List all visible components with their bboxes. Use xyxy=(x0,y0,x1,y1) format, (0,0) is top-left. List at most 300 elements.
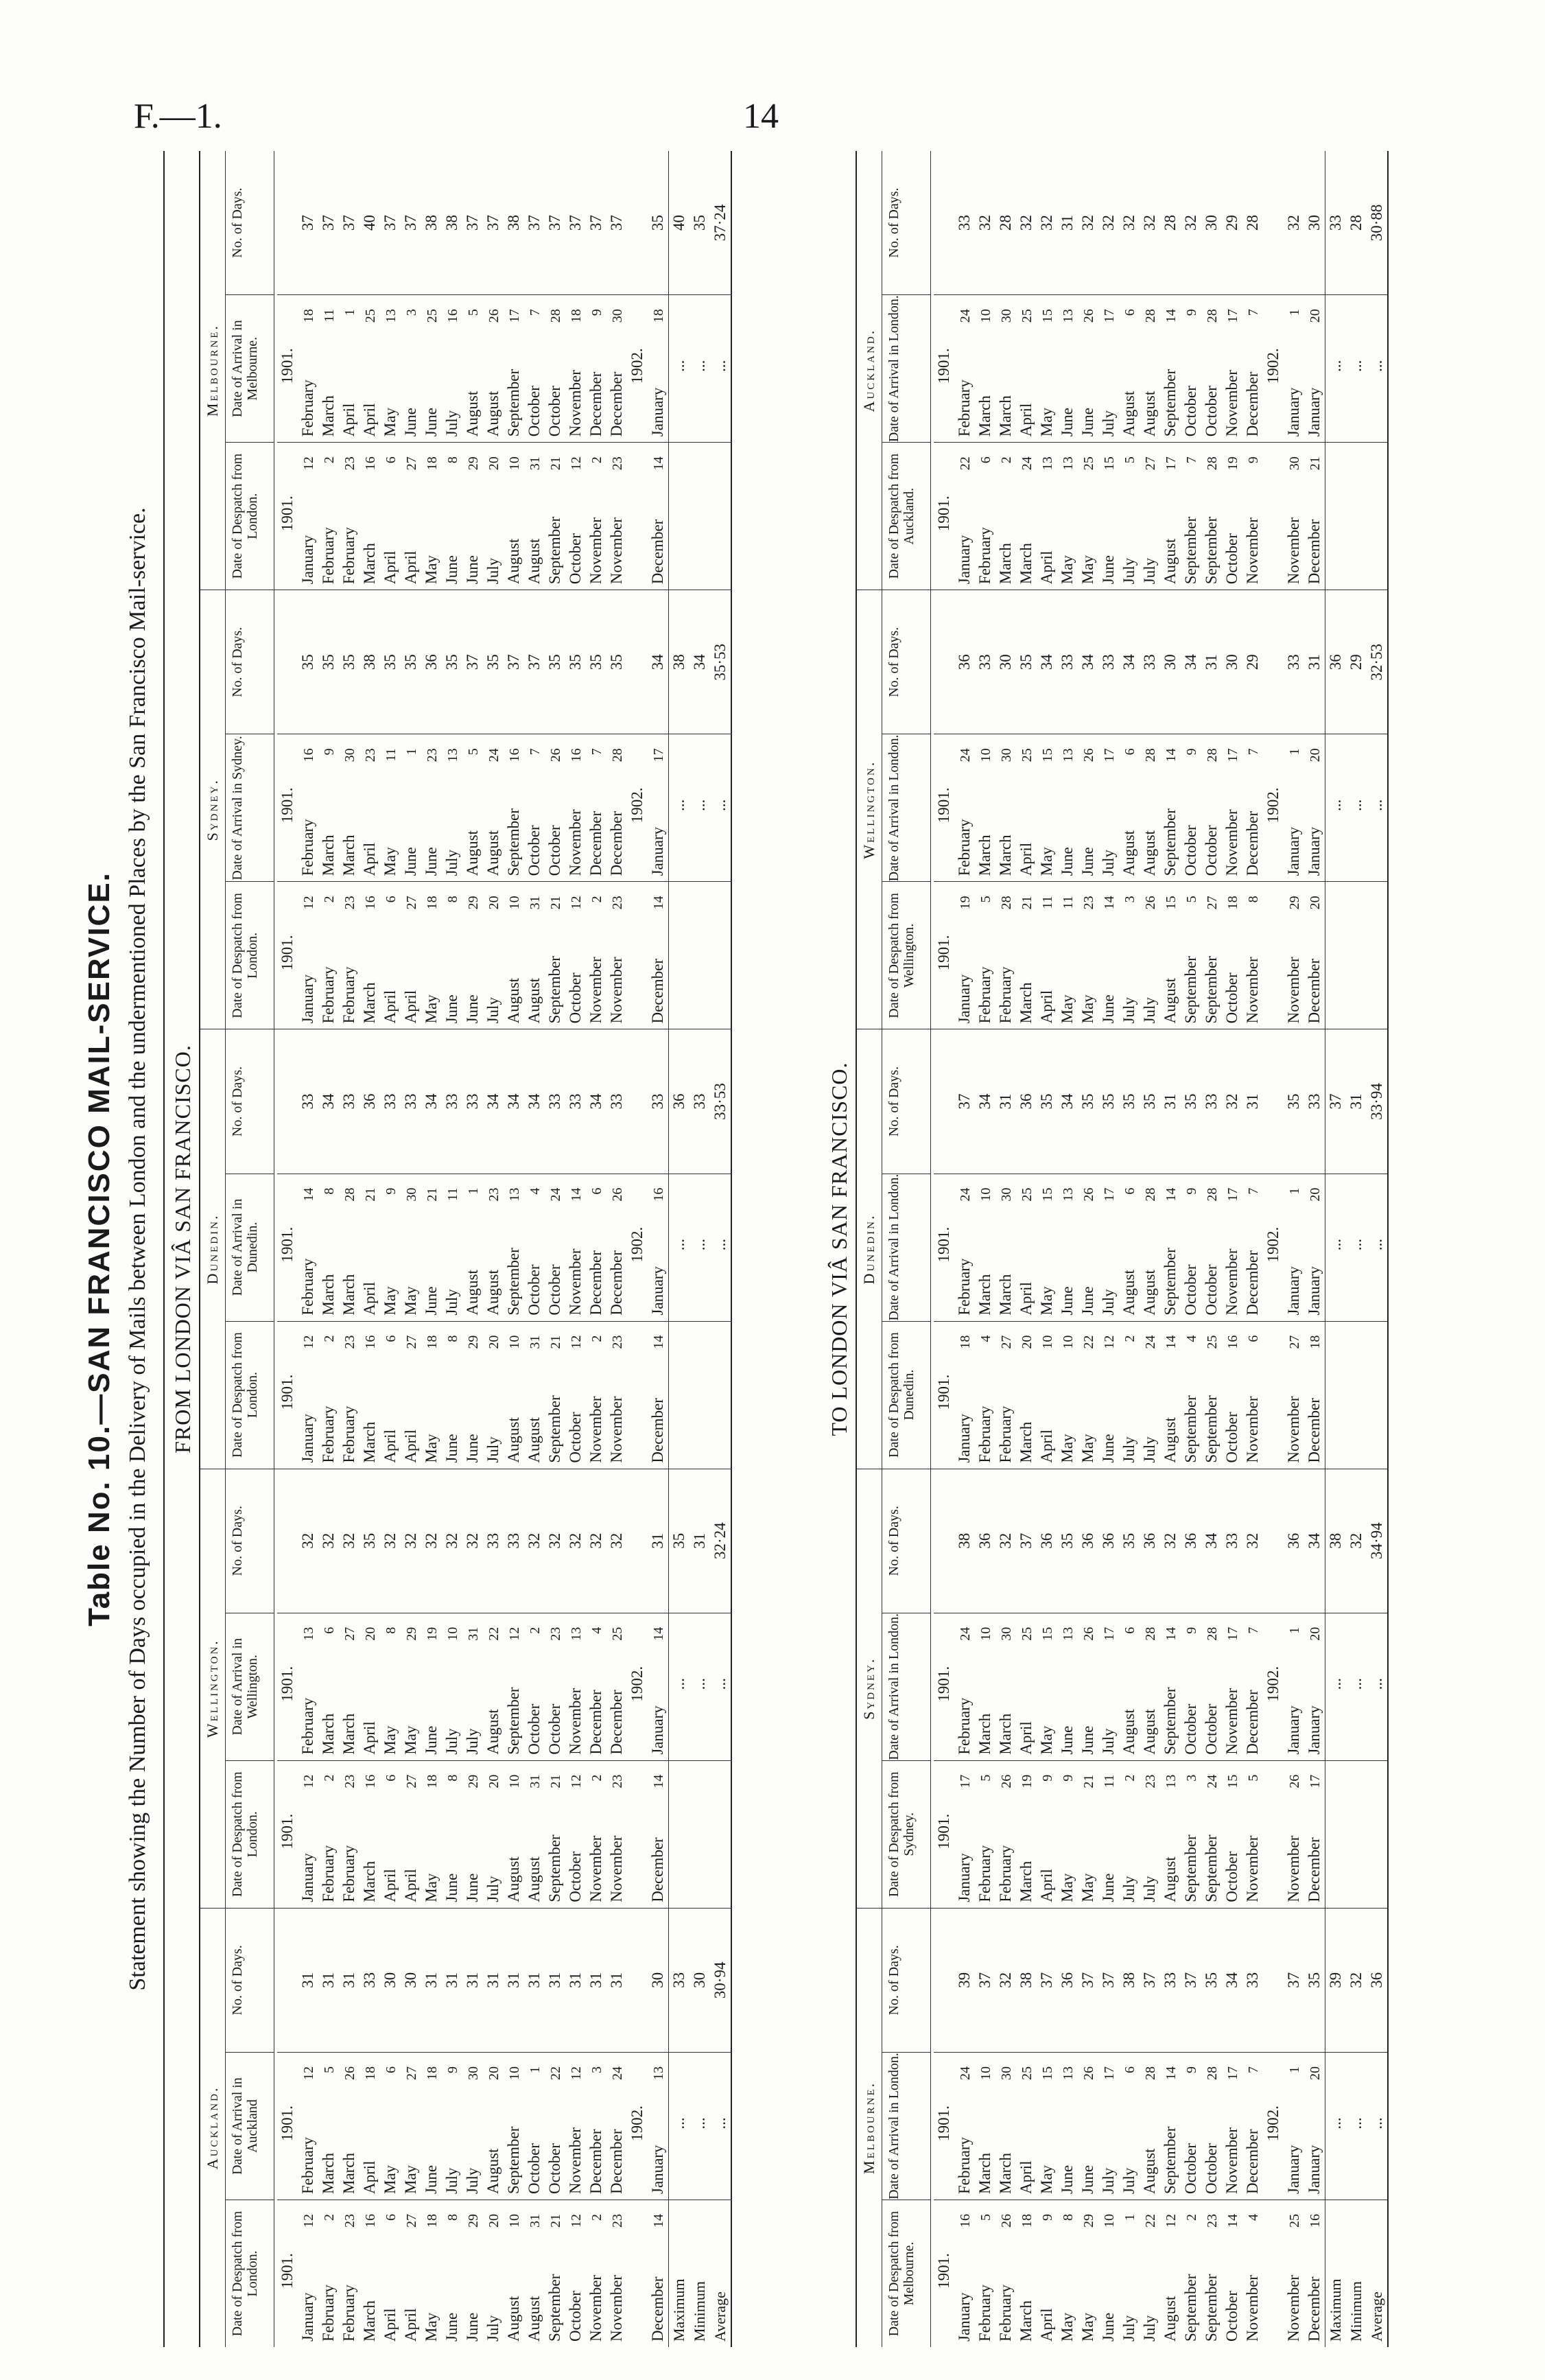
arrival-day: 24 xyxy=(958,1187,973,1202)
arrival-day: 30 xyxy=(999,309,1014,323)
arrival-day: 10 xyxy=(445,1626,460,1641)
despatch-date xyxy=(504,2200,524,2347)
despatch-date xyxy=(442,1321,462,1469)
despatch-day: 28 xyxy=(1205,456,1220,471)
despatch-day: 2 xyxy=(322,2214,337,2221)
despatch-day: 12 xyxy=(569,1335,584,1349)
despatch-date xyxy=(442,881,462,1029)
arrival-date xyxy=(1181,1174,1201,1321)
despatch-month: August xyxy=(1161,538,1179,585)
arrival-day: 6 xyxy=(322,1626,337,1634)
summary-value: 33 xyxy=(670,1972,687,1988)
arrival-day: 23 xyxy=(363,748,378,762)
despatch-date xyxy=(339,1321,359,1469)
summary-value: 31 xyxy=(691,1532,708,1549)
despatch-day: 20 xyxy=(486,456,502,471)
days-count: 32 xyxy=(1038,215,1055,231)
arrival-day: 10 xyxy=(507,2066,522,2080)
despatch-day: 7 xyxy=(1184,456,1199,464)
arrival-date xyxy=(1037,1613,1057,1760)
arrival-date xyxy=(1016,1174,1037,1321)
arrival-day: 15 xyxy=(1040,309,1055,323)
despatch-month: August xyxy=(526,1856,543,1902)
arrival-month: July xyxy=(1100,1728,1117,1755)
arrival-date xyxy=(586,1174,606,1321)
despatch-day: 3 xyxy=(1184,1774,1199,1782)
despatch-day: 8 xyxy=(445,896,460,903)
arrival-month: September xyxy=(505,808,522,876)
summary-minimum xyxy=(689,1029,710,1468)
arrival-date xyxy=(934,2052,954,2200)
despatch-month: August xyxy=(1161,1417,1179,1463)
despatch-month: November xyxy=(608,1835,625,1902)
arrival-date xyxy=(277,294,298,442)
despatch-month: August xyxy=(505,977,522,1024)
despatch-date xyxy=(1181,2200,1201,2347)
despatch-day: 21 xyxy=(548,2214,563,2228)
arrival-date xyxy=(954,734,975,881)
arrival-date xyxy=(298,294,318,442)
summary-blank xyxy=(1346,881,1367,1029)
table-row xyxy=(318,1029,339,1468)
arrival-date xyxy=(1304,2052,1325,2200)
arrival-day: 18 xyxy=(651,309,666,323)
arrival-day: 17 xyxy=(1225,1187,1240,1202)
days-count: 33 xyxy=(1141,654,1158,670)
arrival-day: 26 xyxy=(486,309,502,323)
summary-maximum xyxy=(1325,151,1346,590)
arrival-month: June xyxy=(1079,2165,1096,2194)
arrival-month: October xyxy=(1203,386,1220,437)
arrival-month: March xyxy=(320,2152,337,2194)
table-row xyxy=(462,1469,483,1908)
city-name: Melbourne. xyxy=(857,1909,882,2347)
despatch-date xyxy=(1263,2200,1284,2347)
days-count: 33 xyxy=(361,1972,378,1988)
arrival-date xyxy=(627,1174,648,1321)
despatch-month: December xyxy=(649,2276,666,2342)
arrival-month: August xyxy=(464,390,481,437)
summary-rows xyxy=(668,1909,731,2347)
arrival-date xyxy=(421,734,442,881)
arrival-date xyxy=(524,1613,545,1760)
despatch-month: February xyxy=(997,1845,1014,1902)
despatch-day: 6 xyxy=(978,456,993,464)
table-row xyxy=(586,1469,606,1908)
arrival-date xyxy=(1057,2052,1078,2200)
days-count: 33 xyxy=(956,215,973,231)
arrival-date xyxy=(1222,1174,1242,1321)
despatch-day: 23 xyxy=(610,456,625,471)
despatch-day: 17 xyxy=(958,1774,973,1788)
days-count: 31 xyxy=(320,1972,337,1988)
despatch-day: 6 xyxy=(384,896,399,903)
arrival-year: 1901. xyxy=(279,1666,296,1702)
despatch-day: 2 xyxy=(322,456,337,464)
despatch-date xyxy=(462,1760,483,1908)
despatch-day: 31 xyxy=(528,2214,543,2228)
arrival-date xyxy=(954,294,975,442)
arrival-date xyxy=(421,2052,442,2200)
summary-label: Minimum xyxy=(1346,2200,1367,2347)
despatch-month: January xyxy=(956,535,973,585)
days-count: 32 xyxy=(402,1532,419,1549)
arrival-day: 1 xyxy=(1287,2066,1302,2073)
arrival-date xyxy=(954,1174,975,1321)
header-days: No. of Days. xyxy=(886,1066,901,1137)
arrival-date xyxy=(462,1174,483,1321)
arrival-month: August xyxy=(1141,1709,1158,1755)
despatch-day: 21 xyxy=(1308,456,1323,471)
despatch-date xyxy=(1057,881,1078,1029)
despatch-date xyxy=(648,1321,668,1469)
despatch-month: November xyxy=(1285,1396,1302,1463)
arrival-day: 17 xyxy=(1102,1626,1117,1641)
despatch-month: August xyxy=(1161,2296,1179,2342)
arrival-month: March xyxy=(976,395,993,437)
despatch-month: April xyxy=(381,550,399,585)
table-row xyxy=(524,1469,545,1908)
summary-blank xyxy=(1325,1760,1346,1908)
arrival-day: 28 xyxy=(1205,748,1220,762)
arrival-year: 1901. xyxy=(935,1226,952,1263)
days-count: 34 xyxy=(1182,654,1199,670)
arrival-day: 11 xyxy=(445,1187,460,1201)
despatch-day: 8 xyxy=(445,1774,460,1782)
table-row xyxy=(359,1909,380,2347)
arrival-date xyxy=(1140,1613,1160,1760)
arrival-date xyxy=(975,1174,995,1321)
despatch-date xyxy=(1078,1321,1098,1469)
despatch-month: January xyxy=(299,974,316,1024)
despatch-day: 27 xyxy=(1287,1335,1302,1349)
arrival-month: May xyxy=(1038,847,1055,876)
summary-blank xyxy=(669,442,689,590)
arrival-month: January xyxy=(649,1266,666,1316)
arrival-month: March xyxy=(320,1713,337,1755)
arrival-day: 17 xyxy=(651,748,666,762)
arrival-date xyxy=(995,294,1016,442)
arrival-day: 21 xyxy=(425,1187,440,1202)
despatch-date xyxy=(648,881,668,1029)
arrival-day: 30 xyxy=(999,748,1014,762)
despatch-month: July xyxy=(484,2315,502,2342)
despatch-date xyxy=(1037,1760,1057,1908)
arrival-date xyxy=(1037,734,1057,881)
despatch-date xyxy=(1201,2200,1222,2347)
despatch-date xyxy=(954,1760,975,1908)
arrival-month: April xyxy=(1017,403,1035,437)
arrival-date xyxy=(627,294,648,442)
despatch-day: 6 xyxy=(384,2214,399,2221)
arrival-day: 28 xyxy=(1205,309,1220,323)
summary-value: 40 xyxy=(670,215,687,231)
arrival-day: 25 xyxy=(1019,2066,1035,2080)
despatch-date xyxy=(995,1321,1016,1469)
header-despatch: Date of Despatch from Wellington. xyxy=(882,881,930,1029)
arrival-day: 30 xyxy=(999,1626,1014,1641)
table-row xyxy=(934,151,954,590)
arrival-date xyxy=(462,2052,483,2200)
despatch-day: 12 xyxy=(1164,2214,1179,2228)
arrival-month: July xyxy=(443,850,460,876)
days-count: 37 xyxy=(402,215,419,231)
despatch-day: 8 xyxy=(1246,896,1261,903)
arrival-month: July xyxy=(443,410,460,437)
despatch-date xyxy=(504,881,524,1029)
summary-value: 33·94 xyxy=(1368,1083,1385,1120)
summary-blank xyxy=(710,881,731,1029)
table-row xyxy=(1242,1029,1263,1468)
arrival-month: September xyxy=(1161,1248,1179,1316)
summary-dots: ... xyxy=(669,2052,689,2200)
despatch-day: 14 xyxy=(651,2214,666,2228)
despatch-year: 1901. xyxy=(279,1813,296,1850)
despatch-date xyxy=(1119,2200,1140,2347)
despatch-date xyxy=(318,881,339,1029)
header-despatch: Date of Despatch from London. xyxy=(226,442,274,590)
table-row xyxy=(1304,151,1325,590)
despatch-month: February xyxy=(997,966,1014,1024)
despatch-date xyxy=(1016,2200,1037,2347)
table-row xyxy=(586,1029,606,1468)
summary-blank xyxy=(1325,1321,1346,1469)
days-count: 37 xyxy=(320,215,337,231)
summary-dots: ... xyxy=(1325,734,1346,881)
table-row xyxy=(401,151,421,590)
despatch-month: July xyxy=(484,1436,502,1463)
summary-value: 34 xyxy=(691,654,708,670)
days-count: 32 xyxy=(1161,1532,1179,1549)
summary-average xyxy=(710,151,731,590)
arrival-month: May xyxy=(402,2165,419,2194)
city-name: Dunedin. xyxy=(857,1029,882,1468)
arrival-day: 17 xyxy=(1102,309,1117,323)
arrival-month: January xyxy=(1306,387,1323,437)
arrival-month: December xyxy=(587,2129,604,2194)
arrival-month: March xyxy=(997,2152,1014,2194)
despatch-month: August xyxy=(505,1856,522,1902)
arrival-date xyxy=(401,734,421,881)
table-row xyxy=(504,1469,524,1908)
despatch-date xyxy=(318,1760,339,1908)
arrival-day: 28 xyxy=(1143,1187,1158,1202)
despatch-month: February xyxy=(320,966,337,1024)
despatch-year: 1901. xyxy=(279,1374,296,1410)
table-row xyxy=(1119,1469,1140,1908)
despatch-date xyxy=(1284,1760,1304,1908)
arrival-day: 6 xyxy=(1122,1187,1137,1195)
summary-blank xyxy=(669,1321,689,1469)
table-row xyxy=(442,151,462,590)
arrival-day: 14 xyxy=(1164,1187,1179,1202)
arrival-month: June xyxy=(423,847,440,876)
arrival-month: August xyxy=(464,1270,481,1316)
arrival-day: 11 xyxy=(384,748,399,762)
city-name: Dunedin. xyxy=(200,1029,226,1468)
table-row xyxy=(277,1469,298,1908)
despatch-day: 22 xyxy=(958,456,973,471)
despatch-month: November xyxy=(608,1396,625,1463)
arrival-date xyxy=(442,1613,462,1760)
despatch-date xyxy=(421,2200,442,2347)
arrival-month: May xyxy=(381,1286,399,1316)
days-count: 40 xyxy=(361,215,378,231)
table-row xyxy=(1222,1909,1242,2347)
despatch-day: 28 xyxy=(999,896,1014,910)
summary-blank xyxy=(689,442,710,590)
days-count: 33 xyxy=(443,1093,460,1110)
despatch-day: 26 xyxy=(1143,896,1158,910)
arrival-year: 1901. xyxy=(279,348,296,384)
despatch-month: April xyxy=(381,2308,399,2342)
arrival-day: 16 xyxy=(507,748,522,762)
arrival-month: March xyxy=(997,395,1014,437)
arrival-day: 31 xyxy=(466,1626,481,1641)
table-row xyxy=(586,1909,606,2347)
table-row xyxy=(1119,1909,1140,2347)
summary-average xyxy=(710,1909,731,2347)
arrival-date xyxy=(1304,734,1325,881)
despatch-year: 1901. xyxy=(935,935,952,971)
days-count: 34 xyxy=(526,1093,543,1110)
arrival-day: 25 xyxy=(1019,309,1035,323)
arrival-month: August xyxy=(1141,1270,1158,1316)
despatch-month: July xyxy=(1120,2315,1137,2342)
city-column xyxy=(857,151,1387,590)
days-count: 35 xyxy=(608,654,625,670)
arrival-month: April xyxy=(361,2160,378,2194)
arrival-day: 28 xyxy=(1205,1626,1220,1641)
column-headers xyxy=(882,151,931,590)
arrival-month: January xyxy=(1285,1266,1302,1316)
arrival-month: May xyxy=(381,847,399,876)
despatch-day: 14 xyxy=(1225,2214,1240,2228)
arrival-day: 19 xyxy=(425,1626,440,1641)
days-count: 35 xyxy=(546,654,563,670)
arrival-month: December xyxy=(1244,1250,1261,1316)
arrival-date xyxy=(462,1613,483,1760)
days-count: 32 xyxy=(320,1532,337,1549)
arrival-date xyxy=(995,2052,1016,2200)
despatch-date xyxy=(1098,881,1119,1029)
despatch-month: March xyxy=(1017,982,1035,1024)
arrival-date xyxy=(1263,294,1284,442)
arrival-month: November xyxy=(1223,2127,1240,2194)
arrival-day: 20 xyxy=(1308,2066,1323,2080)
header-days: No. of Days. xyxy=(886,187,901,258)
despatch-date xyxy=(565,442,586,590)
despatch-month: December xyxy=(1306,2276,1323,2342)
despatch-month: February xyxy=(976,527,993,585)
table-row xyxy=(975,1909,995,2347)
despatch-date xyxy=(1140,1760,1160,1908)
despatch-month: January xyxy=(299,1414,316,1463)
header-days: No. of Days. xyxy=(230,1506,245,1576)
despatch-date xyxy=(975,442,995,590)
days-count: 37 xyxy=(1079,1972,1096,1988)
summary-dots: ... xyxy=(669,1174,689,1321)
despatch-date xyxy=(1201,442,1222,590)
arrival-date xyxy=(483,1174,504,1321)
despatch-date xyxy=(1242,1760,1263,1908)
arrival-date xyxy=(1119,2052,1140,2200)
arrival-date xyxy=(1119,1174,1140,1321)
despatch-month: July xyxy=(1120,1876,1137,1902)
arrival-month: June xyxy=(1079,847,1096,876)
despatch-date xyxy=(606,442,627,590)
arrival-month: October xyxy=(546,386,563,437)
arrival-month: October xyxy=(1182,825,1199,876)
despatch-month: November xyxy=(608,517,625,585)
summary-value: 33 xyxy=(1327,215,1344,231)
arrival-month: February xyxy=(956,1258,973,1316)
arrival-date xyxy=(1304,1613,1325,1760)
despatch-month: November xyxy=(1285,2274,1302,2342)
table-row xyxy=(1160,590,1181,1029)
arrival-day: 9 xyxy=(1184,2066,1199,2073)
despatch-date xyxy=(1016,1760,1037,1908)
arrival-day: 27 xyxy=(404,2066,419,2080)
summary-rows xyxy=(668,1469,731,1908)
despatch-month: June xyxy=(1100,1434,1117,1463)
table-row xyxy=(1016,151,1037,590)
despatch-date xyxy=(1181,1760,1201,1908)
despatch-date xyxy=(401,442,421,590)
arrival-month: June xyxy=(423,408,440,437)
arrival-date xyxy=(545,1174,565,1321)
despatch-year: 1901. xyxy=(935,1813,952,1850)
summary-dots: ... xyxy=(689,2052,710,2200)
despatch-day: 20 xyxy=(486,2214,502,2228)
arrival-date xyxy=(1242,1174,1263,1321)
section-heading-from-london: FROM LONDON VIÂ SAN FRANCISCO. xyxy=(170,1045,195,1454)
days-count xyxy=(934,1909,954,2052)
despatch-month: April xyxy=(1038,1430,1055,1463)
from-london-table xyxy=(199,151,732,2347)
days-count: 36 xyxy=(1100,1532,1117,1549)
arrival-day: 9 xyxy=(1184,309,1199,316)
arrival-month: April xyxy=(340,403,357,437)
arrival-day: 1 xyxy=(1287,1187,1302,1195)
table-row xyxy=(1263,590,1284,1029)
arrival-date xyxy=(995,1613,1016,1760)
arrival-year: 1902. xyxy=(628,1226,646,1263)
arrival-month: July xyxy=(443,2167,460,2194)
arrival-month: December xyxy=(608,1690,625,1755)
days-count: 32 xyxy=(587,1532,604,1549)
despatch-month: September xyxy=(1203,956,1220,1024)
days-count: 30 xyxy=(402,1972,419,1988)
despatch-day: 23 xyxy=(342,2214,357,2228)
arrival-day: 26 xyxy=(1081,309,1096,323)
summary-minimum xyxy=(1346,151,1367,590)
days-count: 35 xyxy=(484,654,502,670)
data-rows xyxy=(274,1469,731,1908)
despatch-date xyxy=(1181,881,1201,1029)
despatch-date xyxy=(934,442,954,590)
days-count: 37 xyxy=(299,215,316,231)
arrival-month: August xyxy=(1120,390,1137,437)
days-count: 32 xyxy=(1223,1093,1240,1110)
summary-average xyxy=(1367,1469,1387,1908)
despatch-day: 11 xyxy=(1061,896,1076,909)
despatch-month: April xyxy=(1038,550,1055,585)
despatch-month: October xyxy=(567,1412,584,1463)
despatch-date xyxy=(442,2200,462,2347)
table-row xyxy=(627,1909,648,2347)
arrival-month: October xyxy=(1182,1264,1199,1316)
